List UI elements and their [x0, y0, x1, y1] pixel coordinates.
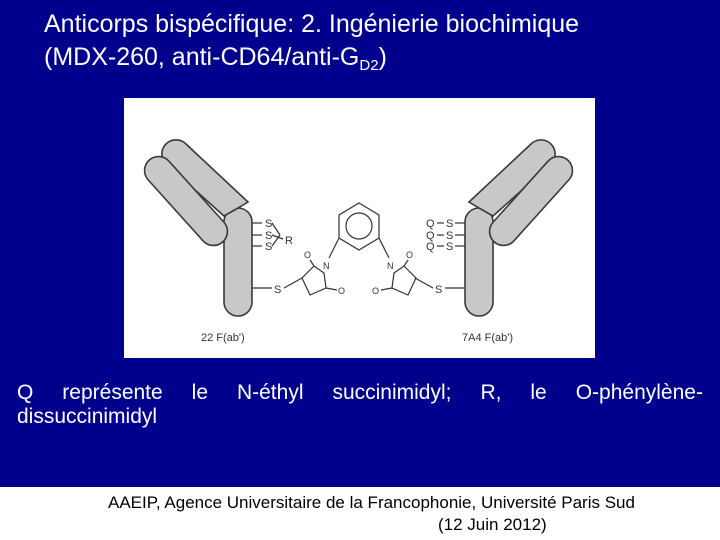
- left-heavy-chain: [224, 208, 252, 316]
- caption-word: représente: [62, 381, 163, 404]
- atom-label-o: O: [304, 250, 312, 260]
- footer-credit: AAEIP, Agence Universitaire de la Francophonie, Université Paris Sud: [108, 493, 635, 512]
- footer-date: (12 Juin 2012): [438, 515, 547, 534]
- left-fab-label: 22 F(ab'): [201, 332, 245, 344]
- phenylene-ring: [329, 203, 389, 258]
- antibody-structure-drawing: [124, 98, 595, 358]
- title-line-2: [44, 41, 579, 74]
- left-disulfide-bonds: [252, 218, 302, 296]
- right-heavy-chain: [465, 208, 493, 316]
- title-line-1: Anticorps bispécifique: 2. Ingénierie biochimique: [44, 10, 580, 38]
- atom-label-q: Q: [426, 230, 435, 242]
- right-disulfide-bonds: [415, 218, 465, 296]
- footer: [0, 487, 720, 540]
- atom-label-n: N: [323, 261, 330, 271]
- atom-label: S: [446, 241, 454, 253]
- caption-word: le: [530, 381, 547, 404]
- atom-label: S: [265, 230, 273, 242]
- atom-label: S: [274, 284, 282, 296]
- caption-word: le: [191, 381, 209, 404]
- right-fab-label: 7A4 F(ab'): [462, 332, 514, 344]
- caption-word: N-éthyl: [236, 381, 304, 404]
- caption: [17, 381, 703, 429]
- atom-label-o: O: [406, 250, 414, 260]
- atom-label: S: [446, 218, 454, 230]
- atom-label-r: R: [285, 235, 293, 247]
- left-fab-fragment: [139, 140, 252, 316]
- atom-label-q: Q: [426, 218, 435, 230]
- caption-line-1: [17, 381, 703, 405]
- title-subscript: D2: [359, 57, 379, 74]
- atom-label: S: [265, 218, 273, 230]
- atom-label: S: [265, 241, 273, 253]
- atom-label-q: Q: [426, 241, 435, 253]
- slide-title: [44, 8, 579, 74]
- atom-label: S: [435, 284, 443, 296]
- title-line-2-end: ): [378, 43, 387, 71]
- atom-label: S: [446, 230, 454, 242]
- atom-label-o: O: [372, 286, 380, 296]
- caption-word: Q: [17, 381, 34, 404]
- right-succinimide-ring: [372, 250, 416, 296]
- title-line-2-main: (MDX-260, anti-CD64/anti-G: [44, 43, 360, 71]
- left-succinimide-ring: [302, 250, 345, 296]
- caption-word: R,: [480, 381, 502, 404]
- caption-line-2: dissuccinimidyl: [17, 405, 158, 428]
- atom-label-o: O: [338, 286, 346, 296]
- bispecific-antibody-diagram: [124, 98, 595, 358]
- caption-word: succinimidyl;: [332, 381, 452, 404]
- caption-word: O-phénylène-: [575, 381, 703, 404]
- right-fab-fragment: [465, 140, 578, 316]
- atom-label-n: N: [387, 261, 394, 271]
